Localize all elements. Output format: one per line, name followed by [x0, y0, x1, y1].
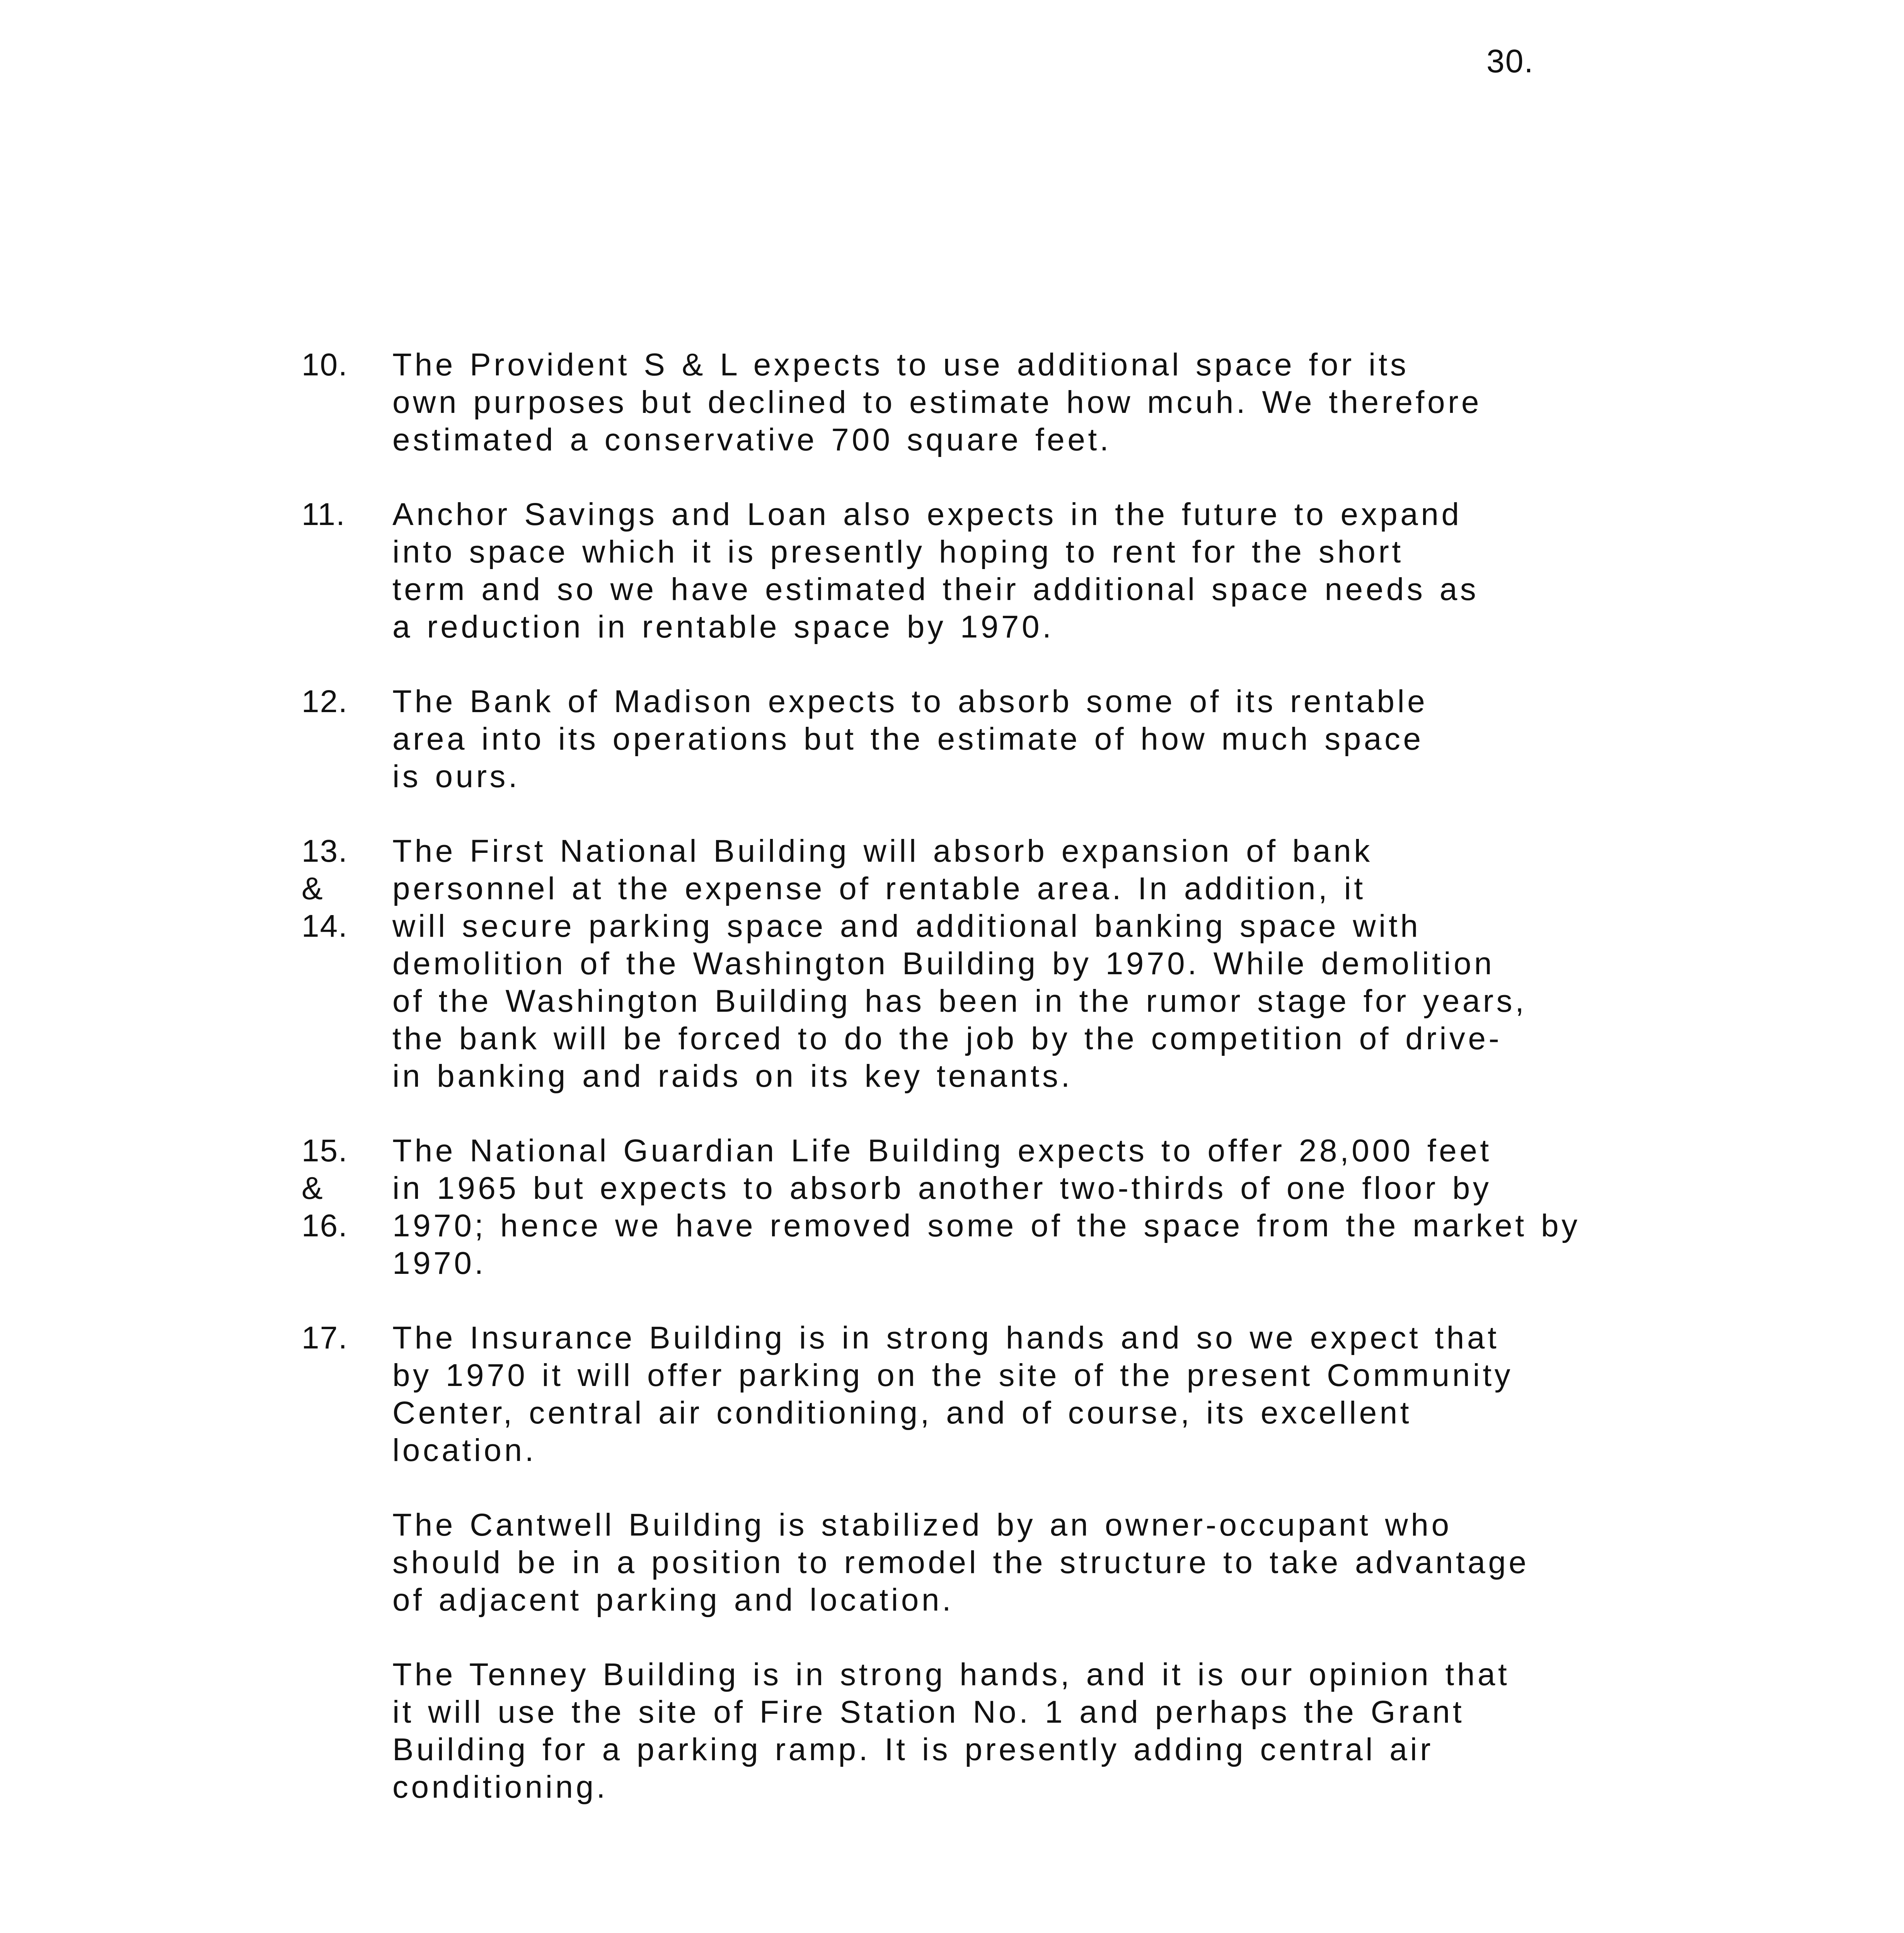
note-text: Anchor Savings and Loan also expects in the future to expand into space which it is presently hoping to rent for the short term and so we have estimated their additional space needs as a reduction in rentable space by 1970. [392, 497, 1479, 644]
note-number: 15. & 16. [302, 1133, 348, 1243]
page-number: 30. [1486, 43, 1534, 79]
note-text: The Insurance Building is in strong hands and so we expect that by 1970 it will offer parking on the site of the present Community Center, central air conditioning, and of course, its excellent location. [392, 1320, 1514, 1468]
note-number: 11. [302, 497, 346, 532]
note-text: The First National Building will absorb expansion of bank personnel at the expense of rentable area. In addition, it will secure parking space and additional banking space with demolition of the Washington Building by 1970. While demolition of the Washington Building has been in the rumor stage for years, the bank will be forced to do the job by the competition of drive- in banking and raids on its key tenants. [392, 834, 1527, 1094]
note-text: The National Guardian Life Building expects to offer 28,000 feet in 1965 but expects to absorb another two-thirds of one floor by 1970; hence we have removed some of the space from the market by 1970. [392, 1133, 1580, 1281]
note-item [302, 346, 1693, 459]
note-number: 17. [302, 1320, 348, 1355]
note-text: The Provident S & L expects to use additional space for its own purposes but declined to estimate how mcuh. We therefore estimated a conservative 700 square feet. [392, 347, 1482, 457]
note-text: The Bank of Madison expects to absorb some of its rentable area into its operations but the estimate of how much space is ours. [392, 684, 1428, 794]
note-number: 10. [302, 347, 348, 382]
note-number: 12. [302, 684, 348, 719]
note-item [302, 683, 1693, 795]
note-number: 13. & 14. [302, 834, 348, 944]
notes-list [302, 346, 1693, 1843]
note-item [302, 832, 1693, 1095]
note-item [302, 1132, 1693, 1282]
note-item [302, 1319, 1693, 1469]
body-paragraph: The Tenney Building is in strong hands, and it is our opinion that it will use the site of Fire Station No. 1 and perhaps the Grant Building for a parking ramp. It is presently adding central air conditioning. [392, 1657, 1510, 1805]
note-item [302, 496, 1693, 646]
body-paragraph: The Cantwell Building is stabilized by an owner-occupant who should be in a position to remodel the structure to take advantage of adjacent parking and location. [392, 1507, 1529, 1618]
